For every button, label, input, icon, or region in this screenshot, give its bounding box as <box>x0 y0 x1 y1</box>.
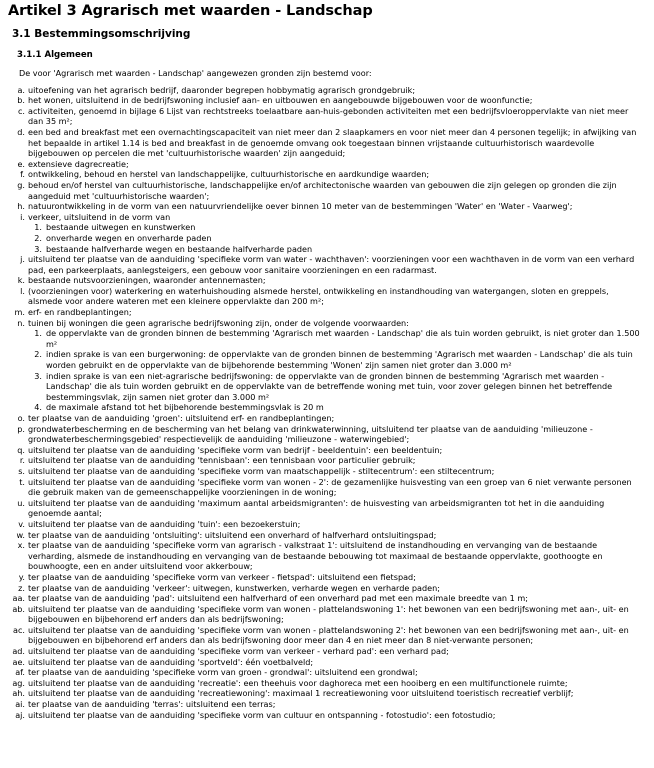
list-item-body <box>28 466 648 477</box>
list-item-text: een bed and breakfast met een overnachtingscapaciteit van niet meer dan 2 slaapkamers en voor niet meer dan 4 personen tegelijk; in afwijking van het bepaalde in artikel 1.14 is bed and breakfast in de genoemde omvang ook toegestaan binnen vrijstaande cultuurhistorisch waardevolle bijgebouwen op percelen die met 'cultuurhistorische waarden' zijn aangeduid; <box>28 126 637 159</box>
list-item-body <box>28 307 648 318</box>
list-item-marker: h. <box>17 201 25 212</box>
sub-list-item-text: de maximale afstand tot het bijbehorende bestemmingsvlak is 20 m <box>46 402 324 413</box>
list-item-marker: t. <box>19 476 25 487</box>
list-item <box>8 667 648 678</box>
list-item <box>8 127 648 159</box>
list-item <box>8 85 648 96</box>
sub-list-item <box>8 244 648 255</box>
sub-list-item <box>8 222 648 233</box>
list-item-text: behoud en/of herstel van cultuurhistorische, landschappelijke en/of architectonische waarden van gebouwen die zijn gelegen op gronden die zijn aangeduid met 'cultuurhistorische waarden'; <box>28 179 617 201</box>
list-item-marker: o. <box>17 413 25 423</box>
list-item-body <box>28 540 648 572</box>
list-item-text: uitsluitend ter plaatse van de aanduiding 'tuin': een bezoekerstuin; <box>28 518 301 529</box>
list-item <box>8 286 648 307</box>
sub-list-item <box>8 233 648 244</box>
list-item <box>8 318 648 329</box>
list-item-body <box>28 254 648 275</box>
list-item-body <box>28 572 648 583</box>
sub-list-item-marker: 1. <box>34 328 42 339</box>
list-item <box>8 169 648 180</box>
list-item <box>8 646 648 657</box>
sub-list-item <box>8 349 648 370</box>
list-item <box>8 455 648 466</box>
list-item <box>8 212 648 223</box>
list-item-marker: e. <box>17 158 25 169</box>
list-item-body <box>28 583 648 594</box>
sub-list-item-marker: 3. <box>34 243 42 254</box>
list-item-text: uitsluitend ter plaatse van de aanduiding 'specifieke vorm van cultuur en ontspanning - fotostudio': een fotostudio; <box>28 709 496 720</box>
list-item <box>8 477 648 498</box>
list-item-body <box>28 498 648 519</box>
list-item-text: ter plaatse van de aanduiding 'specifieke vorm van groen - grondwal': uitsluitend een grondwal; <box>28 667 418 678</box>
list-item-marker: d. <box>17 126 25 137</box>
list-item <box>8 445 648 456</box>
list-item-body <box>28 180 648 201</box>
list-item-body <box>28 710 648 721</box>
list-item <box>8 688 648 699</box>
list-item-body <box>28 106 648 127</box>
list-item-marker: y. <box>18 571 25 582</box>
list-item-text: ter plaatse van de aanduiding 'ontsluiting': uitsluitend een onverhard of halfverhard ontsluitingspad; <box>28 529 437 540</box>
sub-list-item-marker: 3. <box>34 370 42 381</box>
list-item-marker: x. <box>17 540 25 551</box>
sub-list-item-text: bestaande halfverharde wegen en bestaande halfverharde paden <box>46 243 313 254</box>
list-item-text: ter plaatse van de aanduiding 'pad': uitsluitend een halfverhard of een onverhard pad met een maximale breedte van 1 m; <box>28 593 528 604</box>
list-item <box>8 275 648 286</box>
list-item-text: ter plaatse van de aanduiding 'groen': uitsluitend erf- en randbeplantingen; <box>28 413 335 423</box>
list-item-body <box>28 667 648 678</box>
list-item <box>8 604 648 625</box>
list-item-text: tuinen bij woningen die geen agrarische bedrijfswoning zijn, onder de volgende voorwaarden: <box>28 317 409 328</box>
list-item-text: uitsluitend ter plaatse van de aanduiding 'specifieke vorm van wonen - plattelandswoning 2': het bewonen van een bedrijfswoning met aan-, uit- en bijgebouwen en bijbehorend erf anders dan als bedrijfswoning door meer dan 4 en niet meer dan 8 niet-verwante personen; <box>28 624 629 646</box>
list-item-body <box>28 519 648 530</box>
list-item <box>8 424 648 445</box>
list-item-text: natuurontwikkeling in de vorm van een natuurvriendelijke oever binnen 10 meter van de bestemmingen 'Water' en 'Water - Vaarweg'; <box>28 201 573 212</box>
sub-list-item-marker: 2. <box>34 232 42 243</box>
list-item <box>8 699 648 710</box>
sub-list-item-text: de oppervlakte van de gronden binnen de bestemming 'Agrarisch met waarden - Landschap' die als tuin worden gebruikt, is niet groter dan 1.500 m² <box>46 328 640 349</box>
sub-list-item <box>8 402 648 413</box>
list-item-marker: ac. <box>13 624 25 635</box>
list-item <box>8 572 648 583</box>
list-item-text: verkeer, uitsluitend in de vorm van <box>28 211 171 222</box>
list-item-text: uitsluitend ter plaatse van de aanduiding 'specifieke vorm van verkeer - verhard pad': een verhard pad; <box>28 646 449 657</box>
list-item-marker: u. <box>17 497 25 508</box>
sub-list-item-marker: 1. <box>34 222 42 233</box>
list-item-body <box>28 413 648 424</box>
list-item-marker: f. <box>20 169 25 180</box>
list-item <box>8 657 648 668</box>
list-item-body <box>28 688 648 699</box>
list-item-body <box>28 445 648 456</box>
list-item-text: ontwikkeling, behoud en herstel van landschappelijke, cultuurhistorische en aardkundige waarden; <box>28 169 430 180</box>
list-item-body <box>28 625 648 646</box>
list-item-text: uitsluitend ter plaatse van de aanduiding 'specifieke vorm van water - wachthaven': voorzieningen voor een wachthaven in de vorm van een verhard pad, een parkeerplaats, aanlegsteigers, een gebouw voor sanitaire voorzieningen en een radarmast. <box>28 254 635 275</box>
list-item-text: uitsluitend ter plaatse van de aanduiding 'maximum aantal arbeidsmigranten': de huisvesting van arbeidsmigranten tot het in die aanduiding genoemde aantal; <box>28 497 605 519</box>
list-item-body <box>28 286 648 307</box>
list-item-body <box>28 212 648 223</box>
sub-list-item-text: onverharde wegen en onverharde paden <box>46 232 212 243</box>
list-item <box>8 106 648 127</box>
list-item-marker: aa. <box>12 593 25 604</box>
list-item <box>8 540 648 572</box>
list-item-marker: g. <box>17 179 25 190</box>
list-item-marker: ad. <box>12 646 25 657</box>
list-item-body <box>28 424 648 445</box>
list-item-marker: m. <box>14 307 25 318</box>
list-item-text: uitsluitend ter plaatse van de aanduiding 'specifieke vorm van maatschappelijk - stiltecentrum': een stiltecentrum; <box>28 465 495 476</box>
list-item-marker: i. <box>20 211 25 222</box>
list-item-text: uitsluitend ter plaatse van de aanduiding 'specifieke vorm van bedrijf - beeldentuin': een beeldentuin; <box>28 444 443 455</box>
list-item-marker: v. <box>18 518 25 529</box>
sub-list-item <box>8 371 648 403</box>
purpose-list <box>8 85 648 721</box>
list-item-text: extensieve dagrecreatie; <box>28 158 129 169</box>
list-item-text: uitsluitend ter plaatse van de aanduiding 'sportveld': één voetbalveld; <box>28 656 314 667</box>
list-item-marker: ab. <box>12 603 25 614</box>
list-item-text: uitoefening van het agrarisch bedrijf, daaronder begrepen hobbymatig agrarisch grondgebruik; <box>28 84 416 95</box>
list-item-body <box>28 657 648 668</box>
list-item-text: grondwaterbescherming en de bescherming van het belang van drinkwaterwinning, uitsluitend ter plaatse van de aanduiding 'milieuzone - grondwaterbeschermingsgebied' respectievelijk de aanduiding 'milieuzone - waterwingebied'; <box>28 423 593 445</box>
list-item <box>8 201 648 212</box>
list-item-text: erf- en randbeplantingen; <box>28 307 132 318</box>
list-item-text: ter plaatse van de aanduiding 'terras': uitsluitend een terras; <box>28 699 276 710</box>
list-item <box>8 254 648 275</box>
list-item-marker: l. <box>20 285 25 296</box>
list-item-body <box>28 201 648 212</box>
list-item-body <box>28 593 648 604</box>
list-item <box>8 307 648 318</box>
list-item-body <box>28 127 648 159</box>
list-item-marker: c. <box>17 105 25 116</box>
list-item <box>8 466 648 477</box>
list-item-text: uitsluitend ter plaatse van de aanduiding 'specifieke vorm van wonen - 2': de gezamenlijke huisvesting van een groep van 6 niet verwante personen die gebruik maken van de gemeenschappelijke voorzieningen in de woning; <box>28 476 632 498</box>
list-item-marker: ah. <box>12 688 25 699</box>
list-item-body <box>28 477 648 498</box>
list-item <box>8 678 648 689</box>
list-item-marker: ae. <box>12 656 25 667</box>
list-item-body <box>28 159 648 170</box>
list-item <box>8 625 648 646</box>
list-item <box>8 583 648 594</box>
list-item-marker: ai. <box>15 699 25 710</box>
sub-list-item-marker: 2. <box>34 349 42 360</box>
list-item-body <box>28 85 648 96</box>
sub-list-item-marker: 4. <box>34 402 42 413</box>
list-item-body <box>28 95 648 106</box>
sub-list-item-text: indien sprake is van een burgerwoning: de oppervlakte van de gronden binnen de bestemming 'Agrarisch met waarden - Landschap' die als tuin worden gebruikt en de oppervlakte van de bijbehorende bestemming 'Wonen' zijn samen niet groter dan 3.000 m² <box>46 349 633 371</box>
list-item <box>8 498 648 519</box>
list-item <box>8 593 648 604</box>
list-item-marker: b. <box>17 95 25 106</box>
list-item-body <box>28 646 648 657</box>
intro-paragraph: De voor 'Agrarisch met waarden - Landschap' aangewezen gronden zijn bestemd voor: <box>19 68 372 78</box>
list-item-body <box>28 455 648 466</box>
list-item <box>8 519 648 530</box>
list-item-marker: a. <box>17 84 25 95</box>
list-item <box>8 159 648 170</box>
list-item-text: het wonen, uitsluitend in de bedrijfswoning inclusief aan- en uitbouwen en aangebouwde bijgebouwen voor de woonfunctie; <box>28 95 533 106</box>
list-item-body <box>28 678 648 689</box>
subsection-heading: 3.1.1 Algemeen <box>17 50 93 60</box>
list-item-marker: s. <box>18 465 25 476</box>
list-item-marker: j. <box>20 254 25 265</box>
list-item-text: ter plaatse van de aanduiding 'specifieke vorm van agrarisch - valkstraat 1': uitsluitend de instandhouding en vervanging van de bestaande verharding, alsmede de instandhouding en vervanging van de bestaande bebouwing tot maximaal de bestaande oppervlakte, goothoogte en bouwhoogte, een en ander uitsluitend voor akkerbouw; <box>28 540 603 572</box>
list-item-text: uitsluitend ter plaatse van de aanduiding 'specifieke vorm van wonen - plattelandswoning 1': het bewonen van een bedrijfswoning met aan-, uit- en bijgebouwen en bijbehorend erf anders dan als bedrijfswoning; <box>28 603 629 625</box>
list-item-text: ter plaatse van de aanduiding 'specifieke vorm van verkeer - fietspad': uitsluitend een fietspad; <box>28 571 416 582</box>
list-item <box>8 530 648 541</box>
list-item-body <box>28 318 648 329</box>
article-title: Artikel 3 Agrarisch met waarden - Landschap <box>8 3 373 19</box>
list-item-text: (voorzieningen voor) waterkering en waterhuishouding alsmede herstel, ontwikkeling en instandhouding van watergangen, sloten en greppels, alsmede voor andere wateren met een kleinere oppervlakte dan 200 m²; <box>28 285 609 307</box>
list-item-marker: n. <box>17 317 25 328</box>
list-item <box>8 710 648 721</box>
list-item-marker: w. <box>16 529 25 540</box>
list-item-body <box>28 275 648 286</box>
section-heading: 3.1 Bestemmingsomschrijving <box>12 28 191 40</box>
list-item-marker: p. <box>17 423 25 434</box>
list-item-marker: z. <box>18 582 25 593</box>
list-item-text: uitsluitend ter plaatse van de aanduiding 'tennisbaan': een tennisbaan voor particulier gebruik; <box>28 455 416 466</box>
list-item <box>8 413 648 424</box>
sub-list-item <box>8 328 648 349</box>
list-item-text: uitsluitend ter plaatse van de aanduiding 'recreatiewoning': maximaal 1 recreatiewoning voor uitsluitend toeristisch recreatief verblijf; <box>28 688 574 699</box>
list-item <box>8 95 648 106</box>
list-item-text: uitsluitend ter plaatse van de aanduiding 'recreatie': een theehuis voor daghoreca met een hooiberg en een multifunctionele ruimte; <box>28 677 568 688</box>
list-item-text: ter plaatse van de aanduiding 'verkeer': uitwegen, kunstwerken, verharde wegen en verharde paden; <box>28 582 440 593</box>
list-item-marker: ag. <box>12 677 25 688</box>
list-item-body <box>28 169 648 180</box>
list-item-marker: q. <box>17 444 25 455</box>
list-item-body <box>28 604 648 625</box>
list-item-text: activiteiten, genoemd in bijlage 6 Lijst van rechtstreeks toelaatbare aan-huis-gebonden activiteiten met een bedrijfsvloeroppervlakte van niet meer dan 35 m²; <box>28 105 629 127</box>
list-item-text: bestaande nutsvoorzieningen, waaronder antennemasten; <box>28 275 266 286</box>
list-item <box>8 180 648 201</box>
sub-list-item-text: indien sprake is van een niet-agrarische bedrijfswoning: de oppervlakte van de gronden binnen de bestemming 'Agrarisch met waarden - Landschap' die als tuin worden gebruikt en de oppervlakte van de betreffende woning met tuin, voor zover gelegen binnen het betreffende bestemmingsvlak, zijn samen niet groter dan 3.000 m² <box>46 370 613 402</box>
list-item-marker: r. <box>19 455 25 466</box>
list-item-body <box>28 699 648 710</box>
sub-list-item-text: bestaande uitwegen en kunstwerken <box>46 222 196 233</box>
list-item-marker: af. <box>15 667 25 678</box>
list-item-marker: k. <box>17 275 25 286</box>
list-item-body <box>28 530 648 541</box>
list-item-marker: aj. <box>15 709 25 720</box>
